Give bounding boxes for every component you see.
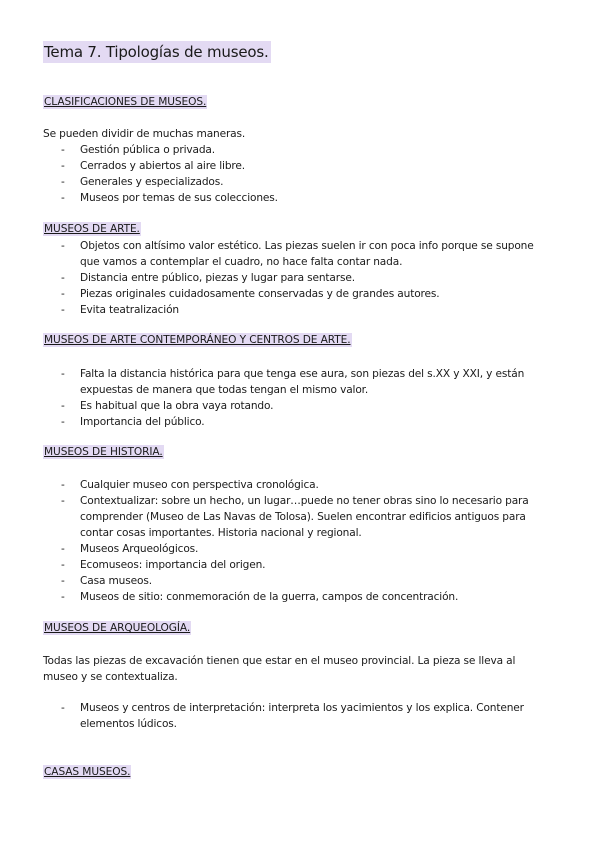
paragraph: Se pueden dividir de muchas maneras. bbox=[43, 128, 246, 140]
section-heading: MUSEOS DE ARTE. bbox=[44, 223, 140, 235]
section-heading: MUSEOS DE ARQUEOLOGÍA. bbox=[44, 622, 191, 634]
paragraph: Todas las piezas de excavación tienen que estar en el museo provincial. La pieza se lleva al bbox=[43, 655, 516, 667]
section-heading: MUSEOS DE HISTORIA. bbox=[44, 446, 163, 458]
section-heading: CLASIFICACIONES DE MUSEOS. bbox=[44, 96, 207, 108]
document-page: Tema 7. Tipologías de museos. CLASIFICACIONES DE MUSEOS. Se pueden dividir de muchas maneras. - Gestión pública o privada. - Cerrados y abiertos al aire libre. - Generales y especializados. - Museos por temas de sus colecciones. MUSEOS DE ARTE. - Objetos con altísimo valor estético. Las piezas suelen ir con poca info porque se supone que vamos a contemplar el cuadro, no hace falta contar nada. - Distancia entre público, piezas y lugar para sentarse. - Piezas originales cuidadosamente conservadas y de grandes autores. - Evita teatralización MUSEOS DE ARTE CONTEMPORÁNEO Y CENTROS DE ARTE. - Falta la distancia histórica para que tenga ese aura, son piezas del s.XX y XXI, y están expuestas de manera que todas tengan el mismo valor. - Es habitual que la obra vaya rotando. - Importancia del público. MUSEOS DE HISTORIA. - Cualquier museo con perspectiva cronológica. - Contextualizar: sobre un hecho, un lugar…puede no tener obras sino lo necesario para comprender (Museo de Las Navas de Tolosa). Suelen encontrar edificios antiguos para contar cosas importantes. Historia nacional y regional. - Museos Arqueológicos. - Ecomuseos: importancia del origen. - Casa museos. - Museos de sitio: conmemoración de la guerra, campos de concentración. MUSEOS DE ARQUEOLOGÍA. Todas las piezas de excavación tienen que estar en el museo provincial. La pieza se lleva al museo y se contextualiza. - Museos y centros de interpretación: interpreta los yacimientos y los explica. Contener elementos lúdicos. CASAS MUSEOS. bbox=[43, 43, 534, 778]
section-heading: MUSEOS DE ARTE CONTEMPORÁNEO Y CENTROS DE ARTE. bbox=[44, 334, 351, 346]
section-heading: CASAS MUSEOS. bbox=[44, 766, 131, 778]
paragraph-continuation: museo y se contextualiza. bbox=[43, 671, 178, 683]
page-title: Tema 7. Tipologías de museos. bbox=[44, 43, 269, 61]
